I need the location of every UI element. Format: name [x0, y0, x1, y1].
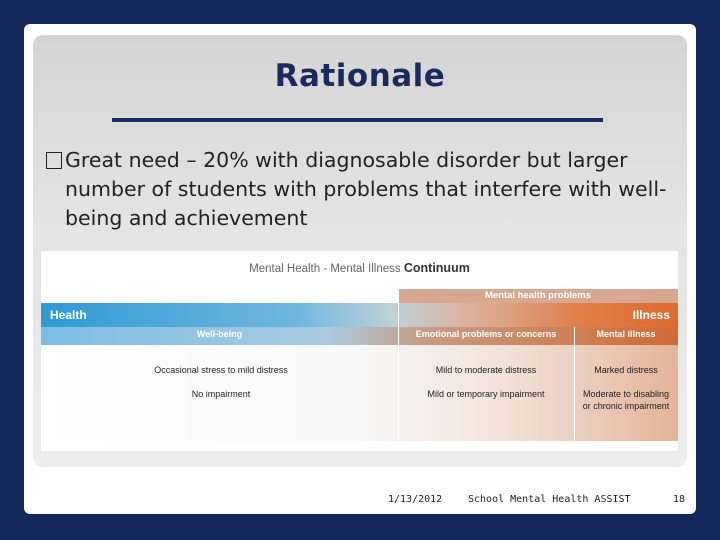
mental-health-problems-bar: Mental health problems [398, 289, 678, 303]
figure-title-bold: Continuum [403, 261, 470, 275]
bullet-text: Great need – 20% with diagnosable disorder but larger number of students with problems that interfere with well-being and achievement [65, 148, 667, 230]
well-being-row1: Occasional stress to mild distress [154, 365, 288, 375]
figure-title-prefix: Mental Health - Mental Illness [249, 263, 404, 275]
footer-org: School Mental Health ASSIST [468, 494, 631, 505]
slide-title: Rationale [274, 58, 446, 94]
illness-label: Illness [632, 308, 670, 322]
illness-row2-line2: or chronic impairment [582, 401, 670, 411]
well-being-row2: No impairment [191, 389, 251, 399]
figure-title [41, 261, 678, 275]
health-label: Health [50, 308, 87, 322]
footer-page-number: 18 [673, 494, 686, 505]
emotional-row2: Mild or temporary impairment [427, 389, 545, 399]
illness-row1: Marked distress [594, 365, 658, 375]
emotional-row1: Mild to moderate distress [435, 365, 537, 375]
continuum-figure [41, 251, 678, 451]
bullet-box-icon [46, 152, 62, 169]
footer-date: 1/13/2012 [388, 494, 443, 505]
emotional-problems-label: Emotional problems or concerns [415, 329, 557, 339]
title-underline [112, 118, 603, 122]
column-divider [574, 327, 575, 441]
mental-illness-label: Mental illness [596, 329, 656, 339]
health-illness-gradient-bar [41, 303, 678, 327]
illness-row2-line1: Moderate to disabling [582, 389, 670, 399]
well-being-label: Well-being [196, 329, 243, 339]
